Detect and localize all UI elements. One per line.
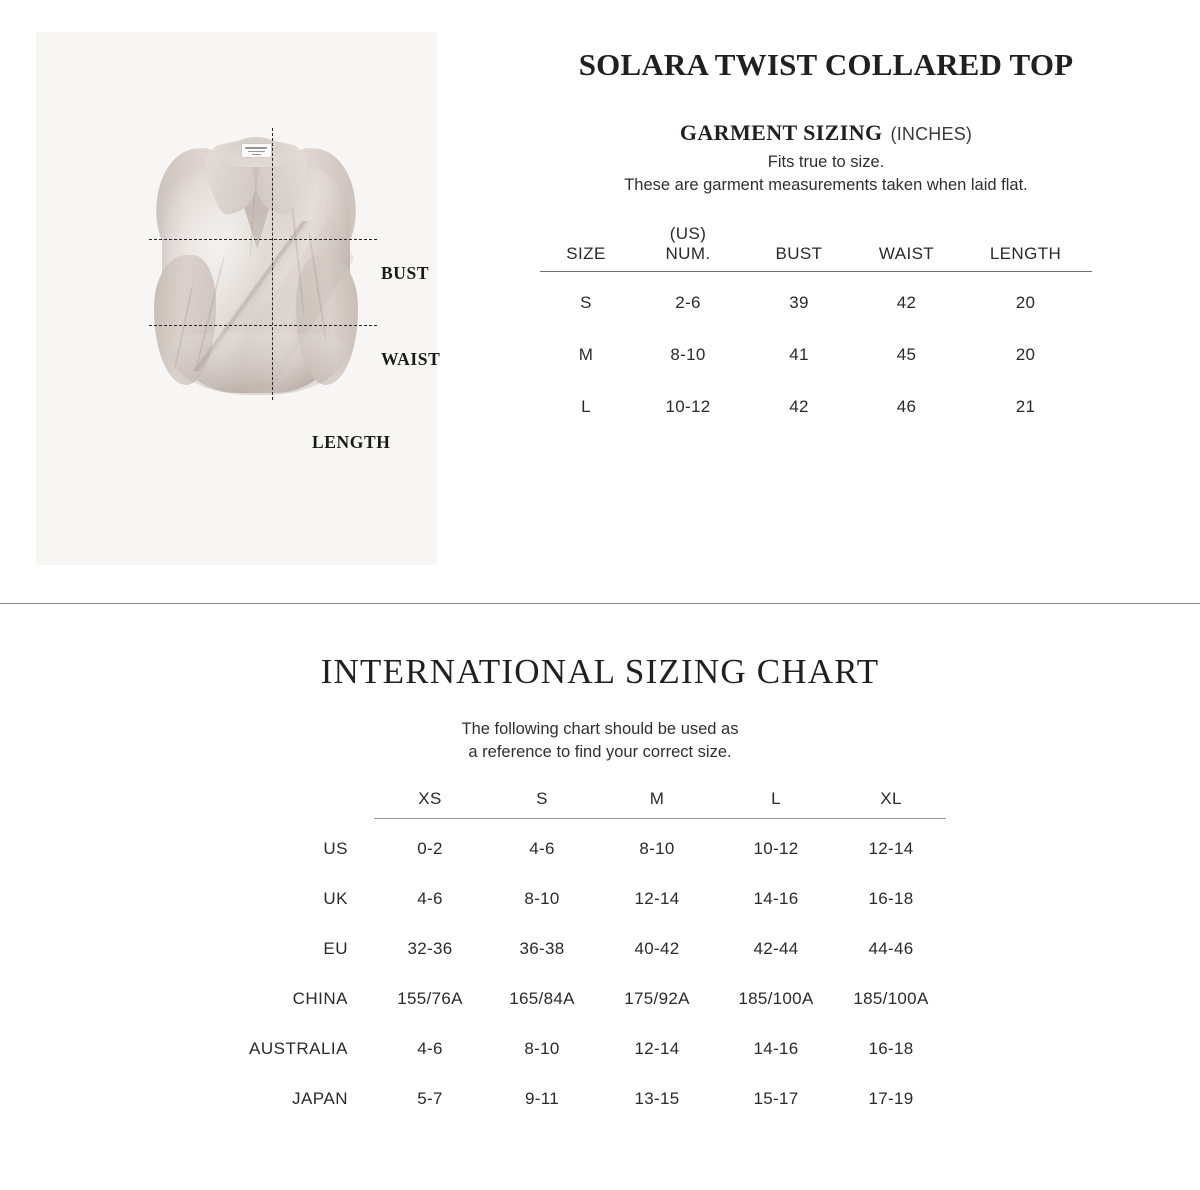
cell-s: 165/84A [509, 989, 575, 1008]
cell-waist: 45 [896, 345, 917, 364]
cell-xs: 4-6 [417, 889, 443, 908]
row-header-region: JAPAN [291, 1089, 348, 1108]
column-header-waist-label: WAIST [878, 244, 935, 263]
waist-label: WAIST [381, 349, 441, 369]
international-sizing-table [246, 788, 946, 1124]
intl-header-corner [246, 788, 374, 818]
length-guide-line [272, 128, 273, 400]
cell-xl: 44-46 [868, 939, 914, 958]
column-header-size [540, 222, 632, 271]
intl-note-line-1: The following chart should be used as [461, 720, 739, 738]
intl-column-header-s: S [536, 789, 548, 808]
cell-s: 8-10 [524, 889, 560, 908]
cell-l: 15-17 [753, 1089, 799, 1108]
cell-size: S [580, 293, 592, 312]
cell-bust: 41 [789, 345, 809, 364]
intl-column-header-xl: XL [880, 789, 902, 808]
table-row [246, 1074, 946, 1124]
fit-note-line-1: Fits true to size. [767, 153, 885, 171]
intl-note-line-2: a reference to find your correct size. [468, 743, 732, 761]
garment-sizing-table [540, 222, 1092, 433]
cell-xl: 17-19 [868, 1089, 914, 1108]
column-header-length-label: LENGTH [989, 244, 1062, 263]
brand-label-text-line [245, 147, 267, 149]
column-header-waist [854, 222, 959, 271]
table-row [540, 381, 1092, 433]
cell-num: 10-12 [665, 397, 711, 416]
cell-bust: 42 [789, 397, 809, 416]
cell-l: 14-16 [753, 889, 799, 908]
table-row [246, 874, 946, 924]
cell-size: L [581, 397, 591, 416]
international-sizing-title: INTERNATIONAL SIZING CHART [320, 652, 880, 691]
intl-column-header-l: L [771, 789, 781, 808]
column-header-num-country: (US) [669, 224, 707, 243]
fit-note-line-2: These are garment measurements taken when laid flat. [624, 176, 1028, 194]
product-title: SOLARA TWIST COLLARED TOP [578, 47, 1074, 82]
cell-s: 9-11 [525, 1089, 559, 1108]
garment-brand-label [242, 144, 271, 157]
row-header-region: EU [323, 939, 348, 958]
cell-s: 4-6 [529, 839, 555, 858]
row-header-region: AUSTRALIA [249, 1039, 348, 1058]
garment-illustration [36, 32, 441, 565]
garment-table-header-row [540, 222, 1092, 271]
cell-length: 20 [1015, 293, 1036, 312]
column-header-num-label: NUM. [665, 244, 711, 263]
row-header-region: CHINA [292, 989, 348, 1008]
column-header-length [959, 222, 1092, 271]
cell-waist: 42 [896, 293, 917, 312]
garment-sizing-heading: GARMENT SIZING [679, 120, 883, 145]
cell-xl: 185/100A [853, 989, 929, 1008]
column-header-num [632, 222, 744, 271]
intl-table-header-row [246, 788, 946, 818]
cell-length: 20 [1015, 345, 1036, 364]
table-row [246, 974, 946, 1024]
cell-l: 10-12 [753, 839, 799, 858]
garment-sizing-units: (INCHES) [890, 124, 973, 144]
garment-sizing-note [520, 151, 1132, 197]
section-divider [0, 603, 1200, 604]
table-row [246, 924, 946, 974]
cell-m: 175/92A [624, 989, 690, 1008]
cell-xl: 12-14 [868, 839, 914, 858]
brand-label-text-line [252, 154, 261, 156]
cell-xl: 16-18 [868, 889, 914, 908]
row-header-region: UK [323, 889, 348, 908]
cell-m: 12-14 [634, 1039, 680, 1058]
garment-sizing-heading-row [520, 120, 1132, 146]
length-label: LENGTH [312, 432, 391, 452]
cell-xs: 32-36 [407, 939, 453, 958]
cell-xs: 4-6 [417, 1039, 443, 1058]
row-header-region: US [323, 838, 348, 858]
table-row [246, 819, 946, 875]
cell-num: 2-6 [675, 293, 701, 312]
bust-guide-line [149, 239, 377, 240]
table-row [540, 272, 1092, 330]
cell-size: M [578, 345, 594, 364]
international-sizing-note [0, 718, 1200, 764]
cell-bust: 39 [789, 293, 809, 312]
table-row [246, 1024, 946, 1074]
garment-top-graphic [156, 135, 356, 395]
cell-xs: 0-2 [417, 839, 443, 858]
cell-xl: 16-18 [868, 1039, 914, 1058]
table-row [540, 329, 1092, 381]
column-header-bust-label: BUST [775, 244, 823, 263]
cell-waist: 46 [896, 397, 917, 416]
cell-m: 13-15 [634, 1089, 680, 1108]
cell-m: 12-14 [634, 889, 680, 908]
cell-xs: 5-7 [417, 1089, 443, 1108]
column-header-bust [744, 222, 854, 271]
cell-length: 21 [1015, 397, 1036, 416]
intl-column-header-xs: XS [418, 789, 442, 808]
cell-m: 8-10 [639, 839, 675, 858]
cell-l: 14-16 [753, 1039, 799, 1058]
cell-s: 36-38 [519, 939, 565, 958]
column-header-size-label: SIZE [566, 244, 606, 263]
waist-guide-line [149, 325, 377, 326]
cell-l: 42-44 [753, 939, 799, 958]
brand-label-text-line [248, 151, 265, 153]
bust-label: BUST [381, 263, 430, 283]
garment-image-panel [36, 32, 441, 565]
cell-num: 8-10 [670, 345, 706, 364]
cell-m: 40-42 [634, 939, 680, 958]
cell-xs: 155/76A [397, 989, 463, 1008]
cell-l: 185/100A [738, 989, 814, 1008]
intl-column-header-m: M [649, 789, 665, 808]
cell-s: 8-10 [524, 1039, 560, 1058]
